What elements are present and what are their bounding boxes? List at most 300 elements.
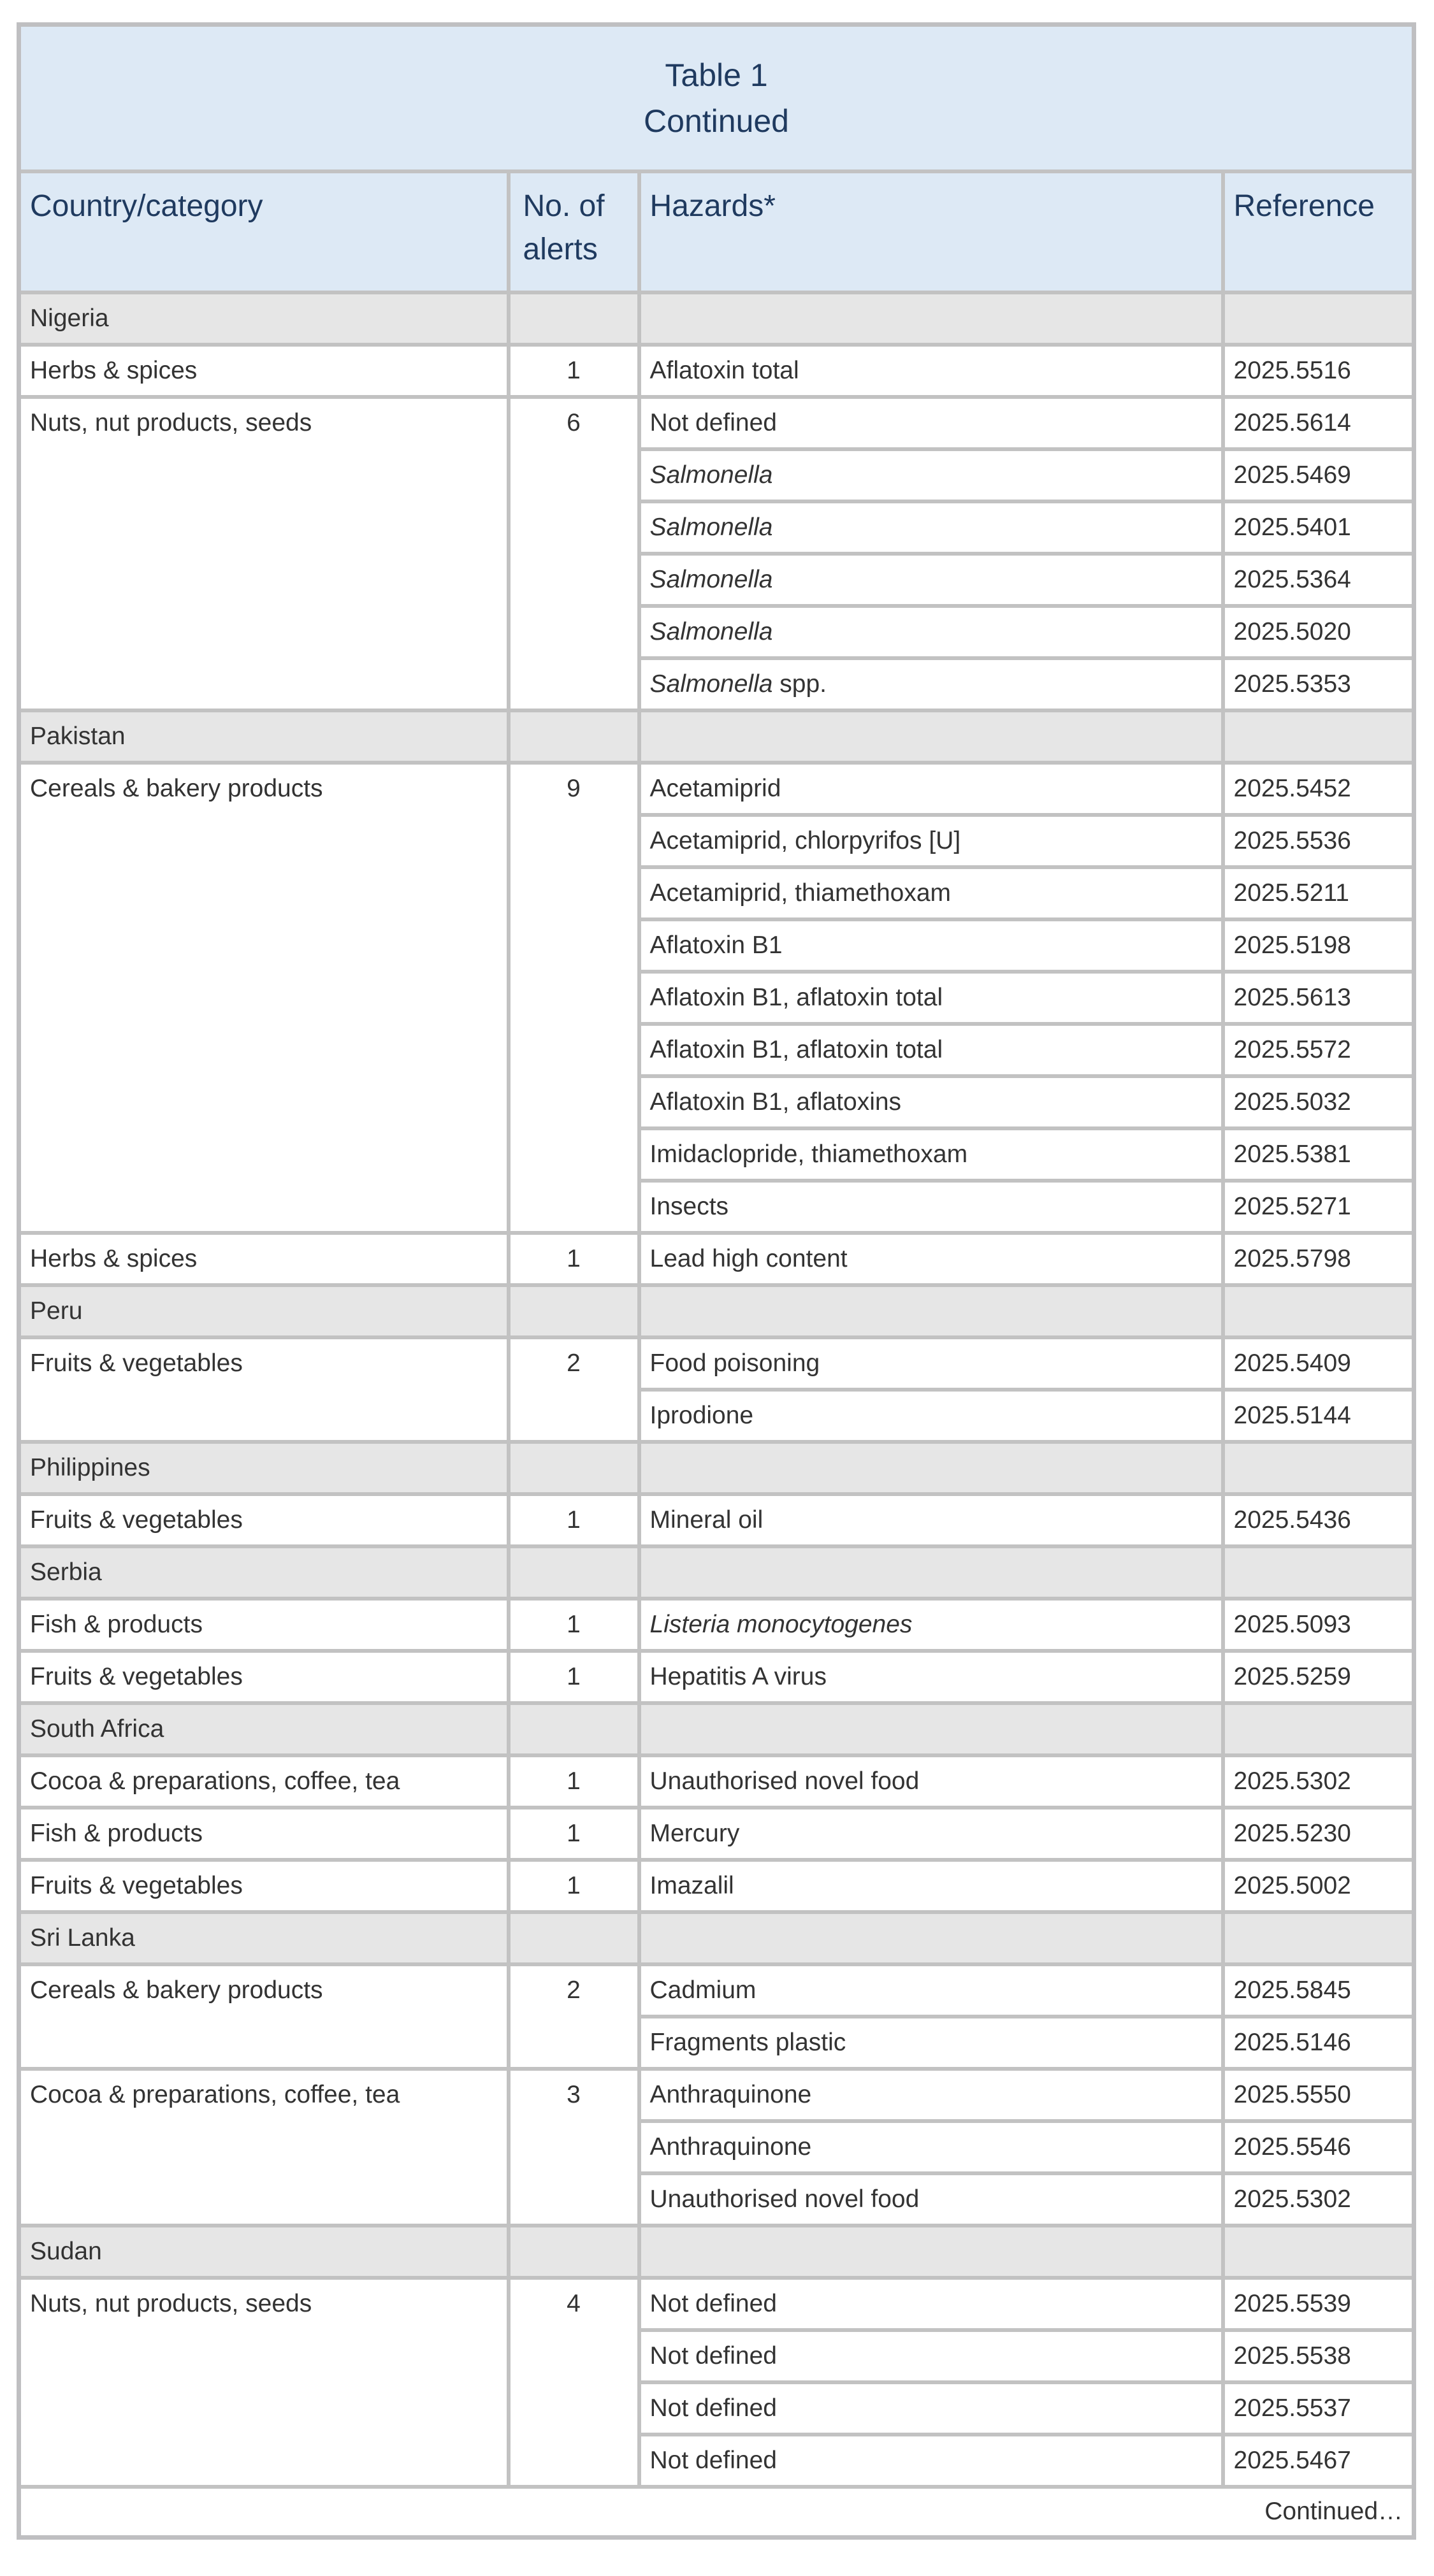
reference-number: 2025.5002 (1233, 1871, 1351, 1899)
hazard-cell (639, 658, 1223, 710)
country-empty-reference-cell (1223, 1546, 1414, 1599)
table-row (19, 2069, 1414, 2121)
category-cell (19, 1494, 509, 1546)
table-row (19, 1860, 1414, 1912)
hazard-text (650, 660, 1212, 709)
hazard-segment: Not defined (649, 2394, 777, 2422)
hazard-cell (639, 2017, 1223, 2069)
category-cell (19, 1808, 509, 1860)
country-empty-reference-cell (1223, 1703, 1414, 1755)
hazard-segment: Aflatoxin B1, aflatoxin total (649, 1035, 943, 1063)
country-row (19, 710, 1414, 763)
alerts-cell (509, 1755, 639, 1808)
reference-cell (1223, 2069, 1414, 2121)
alerts-cell (509, 1337, 639, 1442)
country-name: South Africa (30, 1715, 164, 1743)
hazard-segment: Not defined (649, 2342, 777, 2370)
alerts-cell (509, 1494, 639, 1546)
hazard-text (650, 1496, 1212, 1544)
hazard-text (650, 2071, 1212, 2119)
category-name: Cocoa & preparations, coffee, tea (30, 1767, 400, 1795)
reference-cell (1223, 397, 1414, 449)
hazard-text (650, 347, 1212, 395)
hazard-segment: Aflatoxin B1, aflatoxin total (649, 983, 943, 1011)
reference-cell (1223, 2121, 1414, 2173)
hazard-cell (639, 2330, 1223, 2382)
table-row (19, 1964, 1414, 2017)
reference-cell (1223, 1599, 1414, 1651)
alert-count: 6 (567, 408, 581, 436)
hazard-organism-italic: Salmonella (649, 617, 773, 645)
country-empty-hazards-cell (639, 1703, 1223, 1755)
category-name: Fruits & vegetables (30, 1871, 243, 1899)
reference-cell (1223, 972, 1414, 1024)
hazard-segment: Imidaclopride, thiamethoxam (649, 1140, 968, 1168)
reference-number: 2025.5550 (1233, 2080, 1351, 2108)
column-header-country: Country/category (19, 171, 509, 292)
reference-number: 2025.5211 (1233, 879, 1349, 907)
hazard-cell (639, 554, 1223, 606)
reference-number: 2025.5230 (1233, 1819, 1351, 1847)
reference-cell (1223, 2435, 1414, 2487)
hazard-text (650, 2436, 1212, 2485)
country-name: Serbia (30, 1558, 102, 1586)
reference-number: 2025.5353 (1233, 670, 1351, 698)
table-row (19, 397, 1414, 449)
hazard-text (650, 1339, 1212, 1388)
alert-count: 1 (567, 1767, 581, 1795)
category-cell (19, 345, 509, 397)
hazard-segment: Not defined (649, 2446, 777, 2474)
category-name: Fish & products (30, 1819, 203, 1847)
alert-count: 4 (567, 2289, 581, 2317)
table-row (19, 1233, 1414, 1285)
hazard-organism-italic: Salmonella (649, 670, 773, 698)
category-name: Herbs & spices (30, 1244, 198, 1272)
reference-cell (1223, 919, 1414, 972)
reference-cell (1223, 1494, 1414, 1546)
country-cell (19, 1546, 509, 1599)
hazard-cell (639, 1860, 1223, 1912)
country-empty-alerts-cell (509, 1442, 639, 1494)
country-empty-reference-cell (1223, 292, 1414, 345)
alerts-cell (509, 2278, 639, 2487)
hazard-segment: Cadmium (649, 1976, 757, 2004)
hazard-segment: Not defined (649, 2289, 777, 2317)
alert-count: 1 (567, 1506, 581, 1534)
reference-number: 2025.5536 (1233, 826, 1351, 854)
reference-cell (1223, 1024, 1414, 1076)
hazard-segment: Lead high content (649, 1244, 848, 1272)
reference-number: 2025.5539 (1233, 2289, 1351, 2317)
category-name: Cereals & bakery products (30, 774, 323, 802)
table-row (19, 1337, 1414, 1390)
country-name: Peru (30, 1297, 83, 1325)
category-cell (19, 2069, 509, 2226)
reference-cell (1223, 1964, 1414, 2017)
table-title-cell (19, 25, 1414, 171)
reference-number: 2025.5467 (1233, 2446, 1351, 2474)
country-empty-hazards-cell (639, 1442, 1223, 1494)
hazard-text (650, 1966, 1212, 2015)
column-header-hazards: Hazards* (639, 171, 1223, 292)
hazard-cell (639, 2435, 1223, 2487)
alert-count: 2 (567, 1976, 581, 2004)
reference-number: 2025.5613 (1233, 983, 1351, 1011)
reference-cell (1223, 1181, 1414, 1233)
reference-number: 2025.5845 (1233, 1976, 1351, 2004)
hazard-text (650, 1392, 1212, 1440)
country-cell (19, 1703, 509, 1755)
alerts-cell (509, 1651, 639, 1703)
table-row (19, 2278, 1414, 2330)
hazard-cell (639, 1390, 1223, 1442)
reference-number: 2025.5614 (1233, 408, 1351, 436)
category-cell (19, 763, 509, 1233)
country-empty-alerts-cell (509, 2226, 639, 2278)
country-cell (19, 1442, 509, 1494)
reference-number: 2025.5436 (1233, 1506, 1351, 1534)
table-footer-cell (19, 2487, 1414, 2538)
category-cell (19, 397, 509, 710)
category-name: Fruits & vegetables (30, 1506, 243, 1534)
hazard-cell (639, 1181, 1223, 1233)
column-header-reference: Reference (1223, 171, 1414, 292)
country-empty-reference-cell (1223, 1912, 1414, 1964)
reference-cell (1223, 815, 1414, 867)
table-row (19, 763, 1414, 815)
reference-cell (1223, 2330, 1414, 2382)
alert-count: 1 (567, 1662, 581, 1690)
reference-number: 2025.5144 (1233, 1401, 1351, 1429)
reference-number: 2025.5798 (1233, 1244, 1351, 1272)
alert-count: 9 (567, 774, 581, 802)
hazard-text (650, 817, 1212, 865)
hazard-text (650, 2123, 1212, 2171)
hazard-cell (639, 606, 1223, 658)
reference-number: 2025.5537 (1233, 2394, 1351, 2422)
hazard-cell (639, 815, 1223, 867)
country-name: Philippines (30, 1453, 150, 1481)
reference-number: 2025.5469 (1233, 461, 1351, 489)
hazard-segment: Anthraquinone (649, 2133, 812, 2161)
alerts-cell (509, 763, 639, 1233)
country-empty-alerts-cell (509, 1912, 639, 1964)
alerts-cell (509, 1599, 639, 1651)
table-body (19, 292, 1414, 2487)
hazard-cell (639, 1024, 1223, 1076)
hazard-cell (639, 1128, 1223, 1181)
country-empty-reference-cell (1223, 710, 1414, 763)
hazard-cell (639, 919, 1223, 972)
country-name: Sudan (30, 2237, 102, 2265)
reference-cell (1223, 1076, 1414, 1128)
hazard-segment: Iprodione (649, 1401, 754, 1429)
country-row (19, 1442, 1414, 1494)
hazard-segment: Imazalil (649, 1871, 734, 1899)
reference-cell (1223, 1337, 1414, 1390)
reference-cell (1223, 501, 1414, 554)
country-empty-reference-cell (1223, 2226, 1414, 2278)
category-cell (19, 1755, 509, 1808)
hazard-text (650, 2018, 1212, 2067)
reference-cell (1223, 554, 1414, 606)
hazard-segment: Acetamiprid, thiamethoxam (649, 879, 952, 907)
reference-cell (1223, 345, 1414, 397)
reference-number: 2025.5093 (1233, 1610, 1351, 1638)
country-empty-hazards-cell (639, 1912, 1223, 1964)
country-empty-hazards-cell (639, 710, 1223, 763)
reference-cell (1223, 867, 1414, 919)
hazard-cell (639, 2121, 1223, 2173)
reference-cell (1223, 606, 1414, 658)
table-subtitle: Continued (644, 103, 789, 139)
hazard-cell (639, 1651, 1223, 1703)
alerts-cell (509, 1964, 639, 2069)
country-empty-hazards-cell (639, 1546, 1223, 1599)
hazard-text (650, 2384, 1212, 2433)
hazard-cell (639, 2173, 1223, 2226)
hazard-text (650, 1601, 1212, 1649)
hazard-segment: Aflatoxin B1 (649, 931, 783, 959)
hazard-text (650, 399, 1212, 447)
hazard-text (650, 1130, 1212, 1179)
hazard-segment: Aflatoxin B1, aflatoxins (649, 1088, 902, 1116)
hazard-segment: Anthraquinone (649, 2080, 812, 2108)
hazard-text (650, 1757, 1212, 1806)
alert-count: 2 (567, 1349, 581, 1377)
alert-count: 3 (567, 2080, 581, 2108)
hazard-text (650, 1183, 1212, 1231)
hazard-organism-italic: Salmonella (649, 461, 773, 489)
reference-number: 2025.5146 (1233, 2028, 1351, 2056)
country-empty-hazards-cell (639, 292, 1223, 345)
hazard-text (650, 765, 1212, 813)
hazard-text (650, 1235, 1212, 1283)
hazard-cell (639, 2069, 1223, 2121)
table-row (19, 345, 1414, 397)
hazard-segment: Not defined (649, 408, 777, 436)
reference-number: 2025.5452 (1233, 774, 1351, 802)
category-name: Cereals & bakery products (30, 1976, 323, 2004)
hazard-text (650, 608, 1212, 656)
reference-cell (1223, 763, 1414, 815)
country-empty-hazards-cell (639, 2226, 1223, 2278)
country-cell (19, 292, 509, 345)
hazard-segment: Acetamiprid, chlorpyrifos [U] (649, 826, 961, 854)
hazard-text (650, 1078, 1212, 1126)
category-name: Herbs & spices (30, 356, 198, 384)
alerts-cell (509, 397, 639, 710)
country-cell (19, 2226, 509, 2278)
country-row (19, 1285, 1414, 1337)
reference-number: 2025.5409 (1233, 1349, 1351, 1377)
reference-cell (1223, 2173, 1414, 2226)
hazard-organism-italic: Salmonella (649, 565, 773, 593)
hazard-cell (639, 345, 1223, 397)
country-empty-hazards-cell (639, 1285, 1223, 1337)
hazard-cell (639, 1337, 1223, 1390)
hazard-cell (639, 2278, 1223, 2330)
alert-count: 1 (567, 1871, 581, 1899)
hazard-text (650, 556, 1212, 604)
hazard-cell (639, 449, 1223, 501)
reference-number: 2025.5302 (1233, 2185, 1351, 2213)
country-empty-alerts-cell (509, 1546, 639, 1599)
hazard-cell (639, 1599, 1223, 1651)
reference-cell (1223, 1128, 1414, 1181)
hazard-cell (639, 501, 1223, 554)
hazard-text (650, 1810, 1212, 1858)
reference-cell (1223, 2278, 1414, 2330)
alert-count: 1 (567, 1819, 581, 1847)
table-row (19, 1494, 1414, 1546)
hazard-segment: Mineral oil (649, 1506, 764, 1534)
hazard-segment: Unauthorised novel food (649, 1767, 920, 1795)
country-row (19, 1546, 1414, 1599)
reference-number: 2025.5364 (1233, 565, 1351, 593)
category-name: Nuts, nut products, seeds (30, 408, 312, 436)
country-row (19, 292, 1414, 345)
hazard-text (650, 921, 1212, 970)
alert-count: 1 (567, 1610, 581, 1638)
category-name: Fish & products (30, 1610, 203, 1638)
reference-number: 2025.5401 (1233, 513, 1351, 541)
alert-count: 1 (567, 1244, 581, 1272)
country-row (19, 1912, 1414, 1964)
alerts-table (17, 22, 1416, 2540)
hazard-cell (639, 867, 1223, 919)
country-empty-alerts-cell (509, 710, 639, 763)
hazard-text (650, 503, 1212, 552)
country-empty-reference-cell (1223, 1285, 1414, 1337)
reference-number: 2025.5302 (1233, 1767, 1351, 1795)
country-name: Sri Lanka (30, 1924, 135, 1952)
category-cell (19, 2278, 509, 2487)
category-name: Cocoa & preparations, coffee, tea (30, 2080, 400, 2108)
table-footer-row (19, 2487, 1414, 2538)
category-cell (19, 1337, 509, 1442)
hazard-segment: Food poisoning (649, 1349, 820, 1377)
country-empty-alerts-cell (509, 1703, 639, 1755)
table-row (19, 1599, 1414, 1651)
hazard-cell (639, 1233, 1223, 1285)
reference-cell (1223, 1755, 1414, 1808)
alerts-cell (509, 1808, 639, 1860)
reference-cell (1223, 1233, 1414, 1285)
category-name: Nuts, nut products, seeds (30, 2289, 312, 2317)
hazard-organism-italic: Listeria monocytogenes (649, 1610, 913, 1638)
country-empty-reference-cell (1223, 1442, 1414, 1494)
hazard-text (650, 2280, 1212, 2328)
column-header-alerts: No. of alerts (509, 171, 639, 292)
hazard-cell (639, 1808, 1223, 1860)
reference-number: 2025.5032 (1233, 1088, 1351, 1116)
table-row (19, 1808, 1414, 1860)
table-title-row (19, 25, 1414, 171)
reference-number: 2025.5020 (1233, 617, 1351, 645)
reference-number: 2025.5381 (1233, 1140, 1351, 1168)
reference-number: 2025.5259 (1233, 1662, 1351, 1690)
column-header-row (19, 171, 1414, 292)
hazard-text (650, 1862, 1212, 1910)
alerts-cell (509, 345, 639, 397)
reference-cell (1223, 2382, 1414, 2435)
alerts-cell (509, 2069, 639, 2226)
reference-number: 2025.5516 (1233, 356, 1351, 384)
hazard-cell (639, 972, 1223, 1024)
hazard-segment: Mercury (649, 1819, 740, 1847)
reference-cell (1223, 1860, 1414, 1912)
hazard-segment: Hepatitis A virus (649, 1662, 827, 1690)
hazard-text (650, 451, 1212, 500)
reference-cell (1223, 1808, 1414, 1860)
hazard-segment: Insects (649, 1192, 729, 1220)
reference-number: 2025.5546 (1233, 2133, 1351, 2161)
hazard-segment: Acetamiprid (649, 774, 781, 802)
table-row (19, 1651, 1414, 1703)
country-cell (19, 1912, 509, 1964)
hazard-segment: Unauthorised novel food (649, 2185, 920, 2213)
country-cell (19, 1285, 509, 1337)
country-row (19, 1703, 1414, 1755)
alerts-cell (509, 1860, 639, 1912)
category-cell (19, 1233, 509, 1285)
category-cell (19, 1651, 509, 1703)
hazard-cell (639, 1494, 1223, 1546)
reference-cell (1223, 1651, 1414, 1703)
reference-number: 2025.5538 (1233, 2342, 1351, 2370)
table-row (19, 1755, 1414, 1808)
reference-cell (1223, 449, 1414, 501)
country-row (19, 2226, 1414, 2278)
hazard-text (650, 2175, 1212, 2224)
country-empty-alerts-cell (509, 1285, 639, 1337)
hazard-text (650, 974, 1212, 1022)
alerts-cell (509, 1233, 639, 1285)
country-name: Pakistan (30, 722, 126, 750)
hazard-segment: Aflatoxin total (649, 356, 799, 384)
hazard-cell (639, 1076, 1223, 1128)
hazard-cell (639, 763, 1223, 815)
continued-note: Continued… (1264, 2498, 1403, 2526)
country-empty-alerts-cell (509, 292, 639, 345)
category-name: Fruits & vegetables (30, 1662, 243, 1690)
reference-number: 2025.5572 (1233, 1035, 1351, 1063)
hazard-text (650, 2332, 1212, 2380)
hazard-organism-italic: Salmonella (649, 513, 773, 541)
hazard-segment: Fragments plastic (649, 2028, 846, 2056)
country-cell (19, 710, 509, 763)
hazard-text (650, 1653, 1212, 1701)
country-name: Nigeria (30, 304, 109, 332)
hazard-text (650, 869, 1212, 917)
hazard-segment: spp. (772, 670, 827, 698)
alert-count: 1 (567, 356, 581, 384)
category-cell (19, 1964, 509, 2069)
category-name: Fruits & vegetables (30, 1349, 243, 1377)
reference-number: 2025.5271 (1233, 1192, 1351, 1220)
hazard-cell (639, 397, 1223, 449)
hazard-cell (639, 1755, 1223, 1808)
reference-number: 2025.5198 (1233, 931, 1351, 959)
reference-cell (1223, 2017, 1414, 2069)
hazard-cell (639, 1964, 1223, 2017)
hazard-text (650, 1026, 1212, 1074)
hazard-cell (639, 2382, 1223, 2435)
table-title: Table 1 (665, 57, 768, 93)
reference-cell (1223, 658, 1414, 710)
